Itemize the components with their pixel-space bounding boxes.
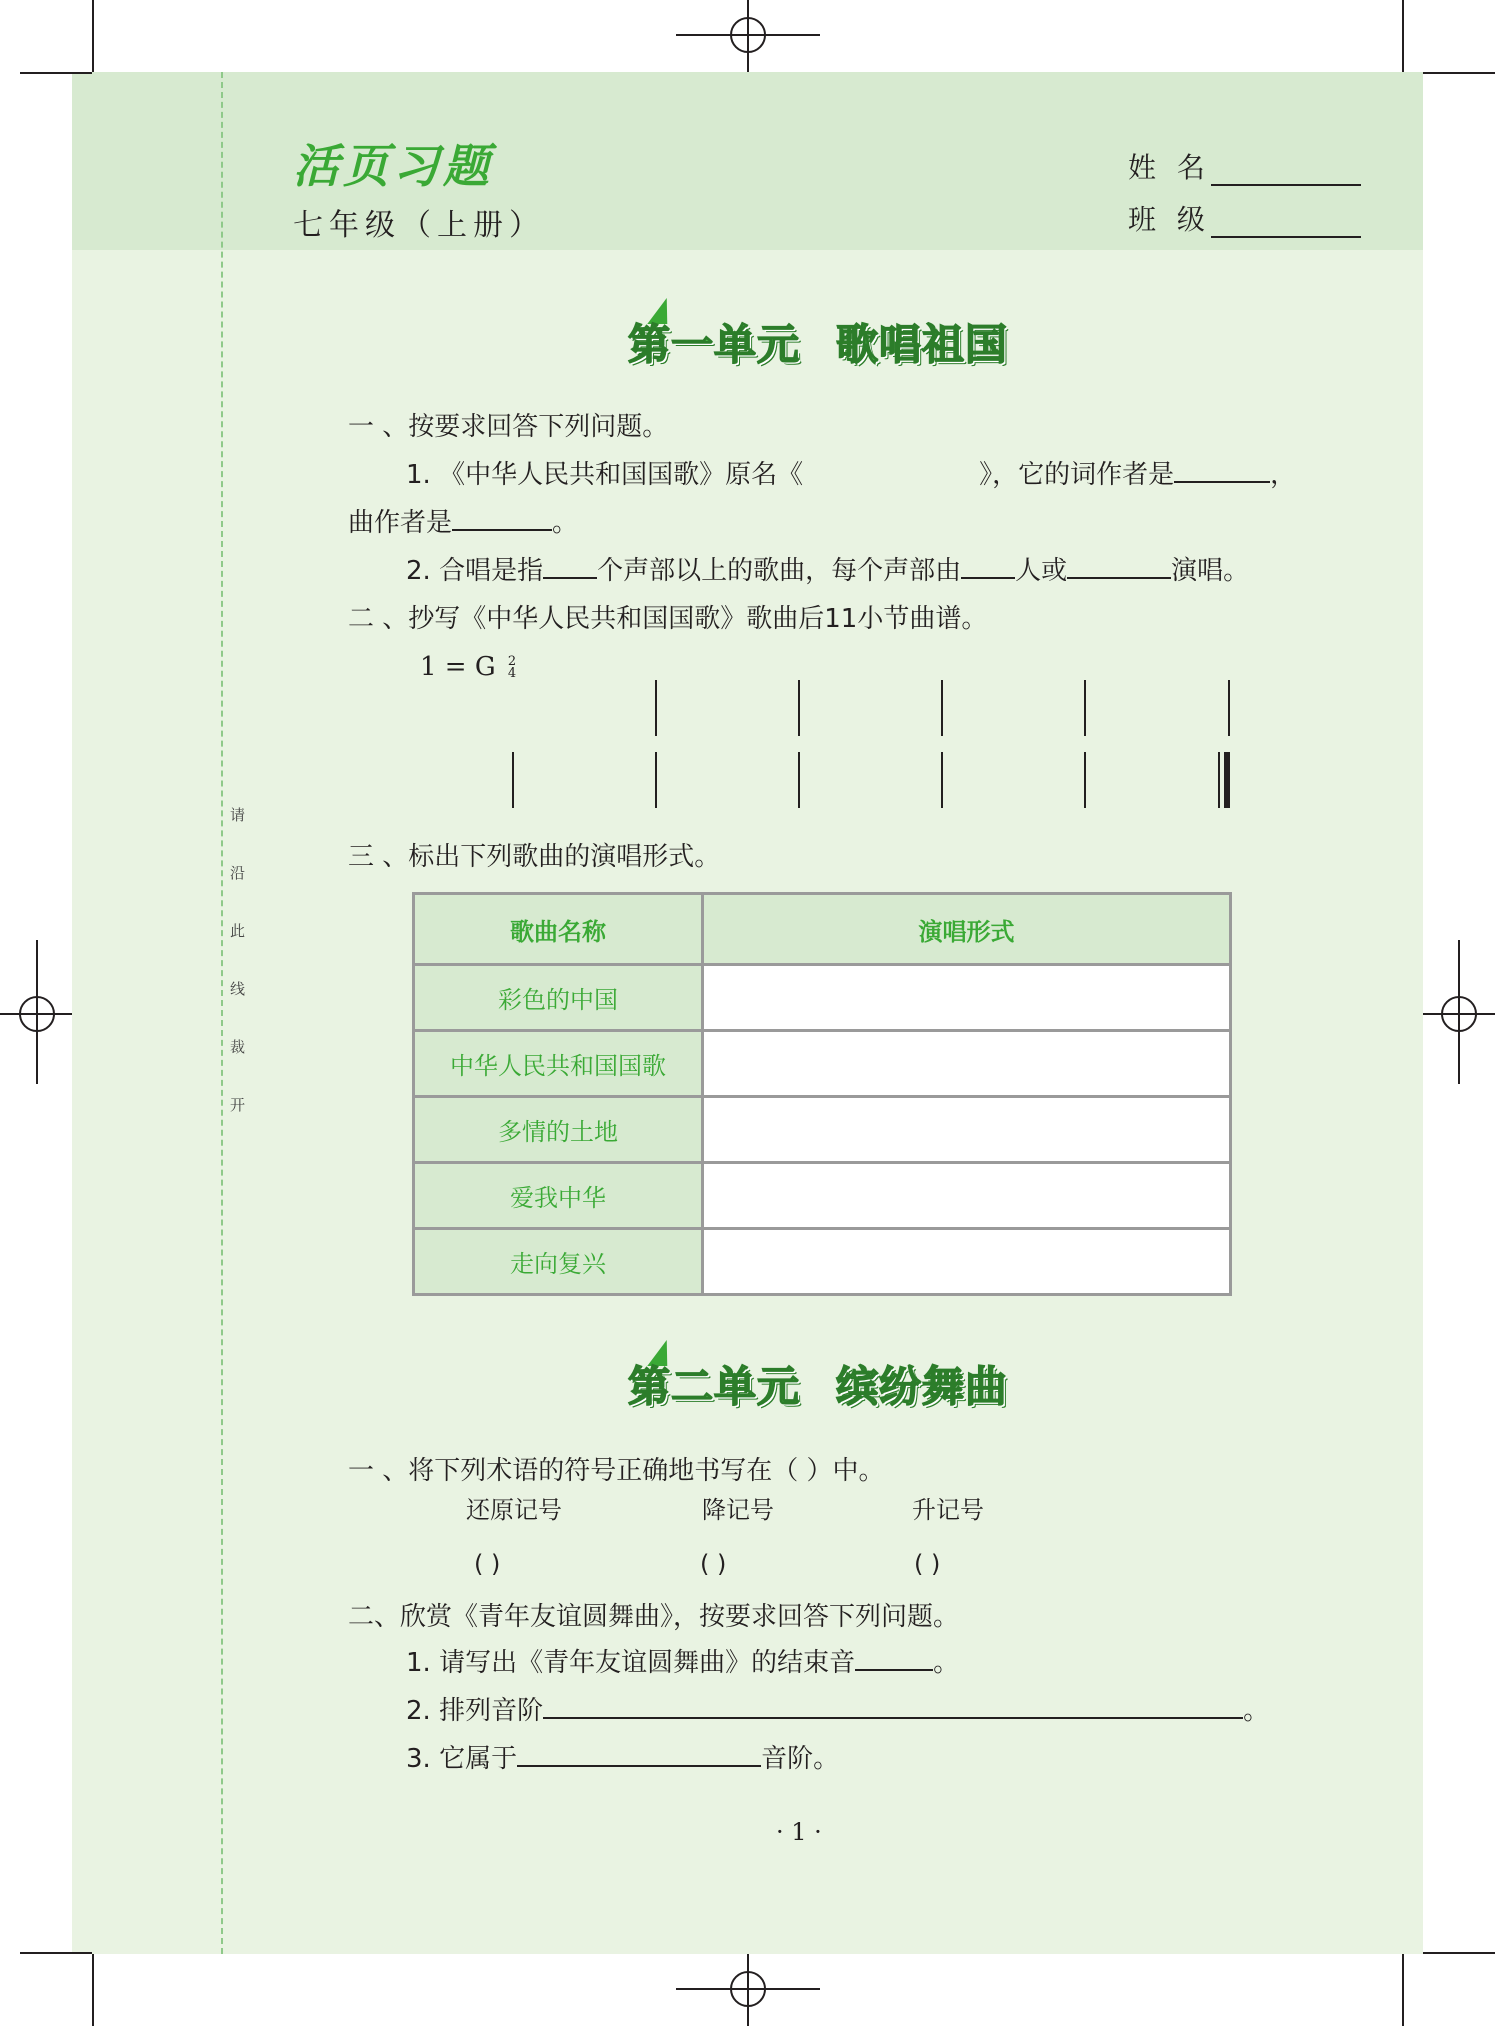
- bar-line: [512, 752, 514, 808]
- q-text: 2. 排列音阶: [406, 1696, 544, 1726]
- page-number: · 1 ·: [776, 1818, 822, 1846]
- q-text: 曲作者是: [348, 508, 453, 538]
- time-signature: [508, 656, 516, 680]
- class-label: 班 级: [1128, 203, 1211, 236]
- bar-line: [655, 680, 657, 736]
- performance-form-cell[interactable]: [703, 1163, 1231, 1229]
- cut-guide-char: 请: [230, 806, 246, 824]
- unit1-q1: [406, 454, 1296, 491]
- answer-blank[interactable]: [961, 555, 1015, 579]
- q-text: ，: [1270, 460, 1297, 490]
- unit1-q2: [406, 550, 1249, 587]
- answer-blank[interactable]: [803, 461, 979, 483]
- performance-form-table: [412, 892, 1232, 1296]
- bar-line: [941, 680, 943, 736]
- q-text: 1. 请写出《青年友谊圆舞曲》的结束音: [406, 1648, 856, 1678]
- final-bar-line-thick: [1224, 752, 1230, 808]
- answer-blank[interactable]: [517, 1743, 761, 1767]
- cut-guide-char: 此: [230, 922, 246, 940]
- key-signature: [420, 652, 516, 682]
- q-text: 。: [933, 1648, 960, 1678]
- q-text: 。: [552, 508, 579, 538]
- term-natural: 还原记号: [466, 1496, 562, 1524]
- answer-paren[interactable]: ( ): [700, 1550, 727, 1578]
- answer-paren[interactable]: ( ): [474, 1550, 501, 1578]
- final-bar-line: [1218, 752, 1220, 808]
- q-text: 音阶。: [761, 1744, 840, 1774]
- bar-line: [941, 752, 943, 808]
- term-flat: 降记号: [702, 1496, 774, 1524]
- name-blank[interactable]: [1211, 184, 1361, 186]
- table-row: [414, 965, 1231, 1031]
- song-name: 走向复兴: [414, 1229, 703, 1295]
- cut-guide-char: 线: [230, 980, 246, 998]
- workbook-logo: 活页习题: [293, 139, 493, 193]
- col-performance-form: 演唱形式: [703, 894, 1231, 965]
- q-text: 3. 它属于: [406, 1744, 518, 1774]
- table-row: [414, 1229, 1231, 1295]
- unit1-title: [628, 312, 1008, 372]
- unit1-part2-heading: 二 、抄写《中华人民共和国国歌》歌曲后11小节曲谱。: [348, 604, 988, 634]
- q-text: 演唱。: [1171, 556, 1250, 586]
- name-field[interactable]: [1128, 146, 1361, 186]
- grade-subtitle: 七年级（上册）: [293, 208, 545, 243]
- unit2-part1-heading: 一 、将下列术语的符号正确地书写在（ ）中。: [348, 1456, 885, 1486]
- unit1-number: 第一单元: [628, 320, 801, 369]
- song-name: 中华人民共和国国歌: [414, 1031, 703, 1097]
- answer-paren[interactable]: ( ): [914, 1550, 941, 1578]
- answer-blank[interactable]: [1067, 555, 1171, 579]
- table-row: [414, 1031, 1231, 1097]
- unit2-q3: [406, 1738, 839, 1775]
- unit1-part1-heading: 一 、按要求回答下列问题。: [348, 412, 669, 442]
- answer-blank[interactable]: [1174, 459, 1270, 483]
- answer-blank[interactable]: [543, 555, 597, 579]
- unit2-q2: [406, 1690, 1269, 1727]
- term-sharp: 升记号: [912, 1496, 984, 1524]
- song-name: 多情的土地: [414, 1097, 703, 1163]
- song-name: 爱我中华: [414, 1163, 703, 1229]
- bar-line: [1228, 680, 1230, 736]
- unit2-title: [628, 1354, 1008, 1414]
- bar-line: [655, 752, 657, 808]
- bar-line: [798, 752, 800, 808]
- performance-form-cell[interactable]: [703, 1097, 1231, 1163]
- cut-guide-char: 裁: [230, 1038, 246, 1056]
- unit2-number: 第二单元: [628, 1362, 801, 1411]
- answer-blank[interactable]: [855, 1647, 933, 1671]
- unit2-name: 缤纷舞曲: [836, 1362, 1009, 1411]
- q-text: 1. 《中华人民共和国国歌》原名《: [406, 460, 804, 490]
- unit2-q1: [406, 1642, 959, 1679]
- answer-blank[interactable]: [452, 507, 552, 531]
- unit1-q1-cont: [348, 502, 578, 539]
- key-text: 1 = G: [420, 652, 496, 682]
- table-row: [414, 1097, 1231, 1163]
- bar-line: [1084, 680, 1086, 736]
- song-name: 彩色的中国: [414, 965, 703, 1031]
- name-label: 姓 名: [1128, 151, 1211, 184]
- time-bottom: 4: [507, 666, 517, 681]
- q-text: 2. 合唱是指: [406, 556, 544, 586]
- cut-guide-line: [221, 72, 223, 1954]
- table-row: [414, 1163, 1231, 1229]
- unit1-name: 歌唱祖国: [836, 320, 1009, 369]
- performance-form-cell[interactable]: [703, 965, 1231, 1031]
- cut-guide-char: 沿: [230, 864, 246, 882]
- class-blank[interactable]: [1211, 236, 1361, 238]
- bar-line: [1084, 752, 1086, 808]
- q-text: 。: [1243, 1696, 1270, 1726]
- performance-form-cell[interactable]: [703, 1229, 1231, 1295]
- unit2-part2-heading: 二、欣赏《青年友谊圆舞曲》，按要求回答下列问题。: [348, 1602, 960, 1632]
- q-text: 人或: [1015, 556, 1068, 586]
- col-song-name: 歌曲名称: [414, 894, 703, 965]
- answer-blank[interactable]: [543, 1695, 1243, 1719]
- time-top: 2: [507, 654, 517, 669]
- performance-form-cell[interactable]: [703, 1031, 1231, 1097]
- q-text: 个声部以上的歌曲，每个声部由: [597, 556, 962, 586]
- unit1-part3-heading: 三 、标出下列歌曲的演唱形式。: [348, 842, 721, 872]
- bar-line: [798, 680, 800, 736]
- q-text: 》，它的词作者是: [979, 460, 1175, 490]
- cut-guide-char: 开: [230, 1096, 246, 1114]
- class-field[interactable]: [1128, 198, 1361, 238]
